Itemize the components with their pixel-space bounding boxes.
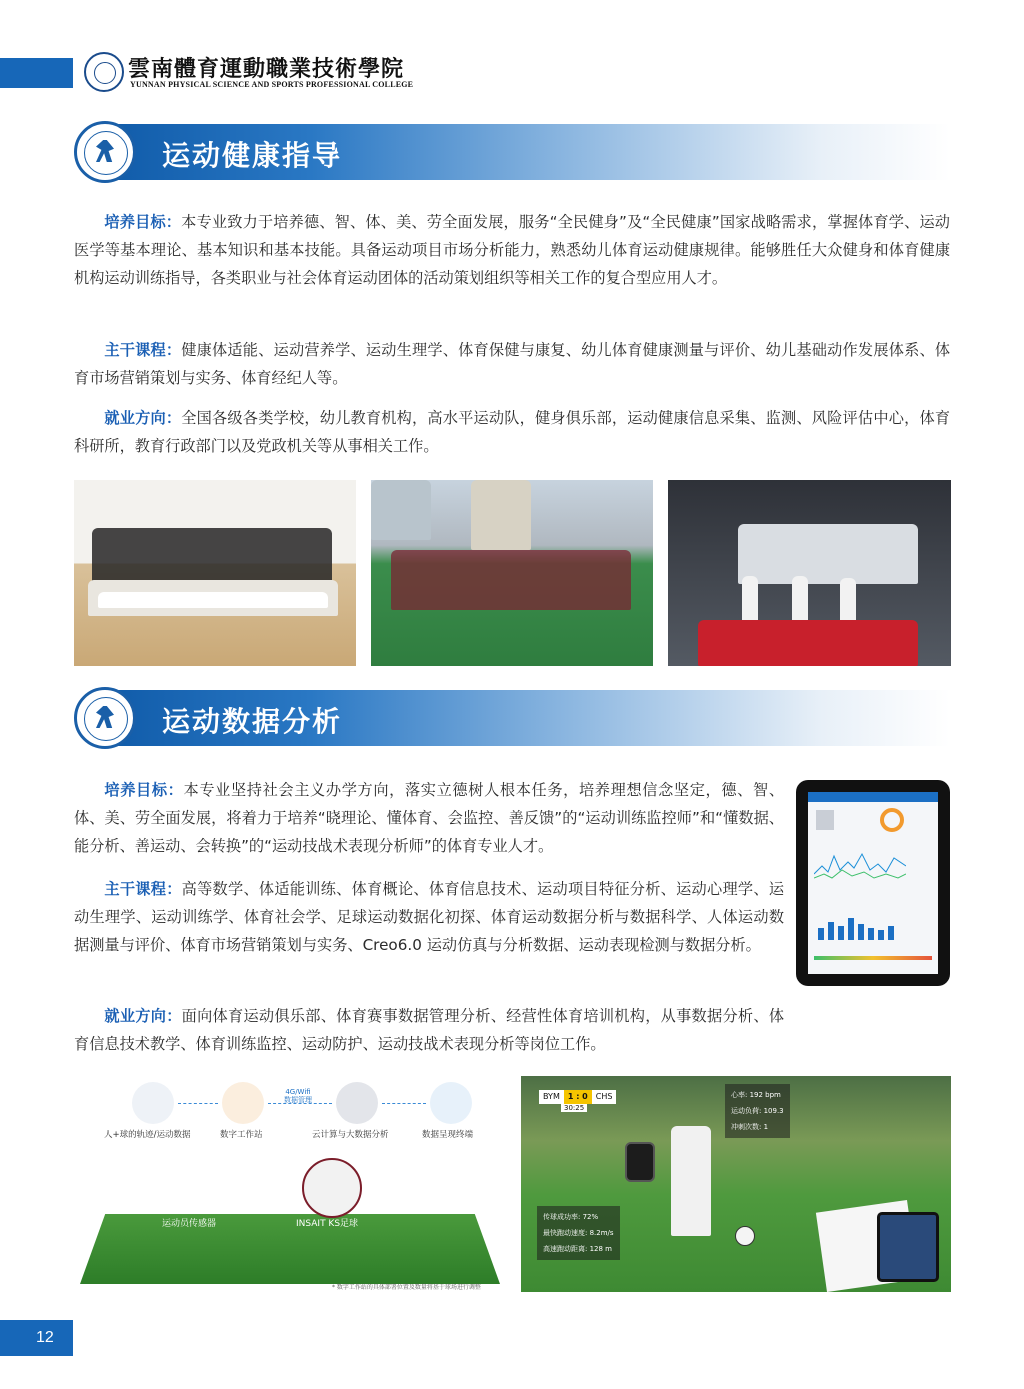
- college-logo-icon: [84, 52, 124, 92]
- section2-jobs: [74, 1002, 784, 1058]
- pass-stat: 传球成功率: 72%: [543, 1213, 599, 1221]
- data-flow-diagram: [74, 1076, 506, 1294]
- ball-sensor-icon: [132, 1082, 174, 1124]
- section1-goal-text: 本专业致力于培养德、智、体、美、劳全面发展，服务“全民健身”及“全民健康”国家战略需求，掌握体育学、运动医学等基本理论、基本知识和基本技能。具备运动项目市场分析能力，熟悉幼儿体育运动健康规律。能够胜任大众健身和体育健康机构运动训练指导，各类职业与社会体育运动团体的活动策划组织等相关工作的复合型应用人才。: [74, 213, 950, 287]
- section1-courses: [74, 336, 950, 392]
- step-label-1: 人+球的轨迹/运动数据: [104, 1130, 191, 1140]
- ball-icon: [735, 1226, 755, 1246]
- section2-goal-label: 培养目标：: [104, 781, 184, 799]
- section1-emblem-icon: [74, 121, 136, 183]
- college-name-en: YUNNAN PHYSICAL SCIENCE AND SPORTS PROFESSIONAL COLLEGE: [130, 80, 414, 89]
- step-label-4: 数据呈现终端: [422, 1130, 474, 1140]
- tablet-line-chart-icon: [814, 844, 906, 884]
- sensor-label: 运动员传感器: [162, 1219, 217, 1229]
- diagram-footnote: * 数字工作站的具体部署位置及数量将基于球场进行调整: [332, 1284, 481, 1291]
- section1-job-label: 就业方向：: [104, 409, 182, 427]
- player-figure: [671, 1126, 711, 1236]
- sensor-device-icon: [625, 1142, 655, 1182]
- football-icon: [302, 1158, 362, 1218]
- header-accent-bar: [0, 58, 73, 88]
- section1-jobs: [74, 404, 950, 460]
- tablet-screen: [808, 792, 938, 974]
- section2-job-label: 就业方向：: [104, 1007, 182, 1025]
- sprint-stat: 冲刺次数: 1: [731, 1123, 769, 1131]
- step-label-2: 数字工作站: [220, 1130, 263, 1140]
- tablet-device-image: [796, 780, 950, 986]
- section2-title: 运动数据分析: [162, 705, 343, 738]
- section1-course-text: 健康体适能、运动营养学、运动生理学、体育保健与康复、幼儿体育健康测量与评价、幼儿基础动作发展体系、体育市场营销策划与实务、体育经纪人等。: [74, 341, 951, 387]
- section2-job-text: 面向体育运动俱乐部、体育赛事数据管理分析、经营性体育培训机构，从事数据分析、体育信息技术教学、体育训练监控、运动防护、运动技战术表现分析等岗位工作。: [74, 1007, 785, 1053]
- display-terminal-icon: [430, 1082, 472, 1124]
- load-stat: 运动负荷: 109.3: [731, 1107, 784, 1115]
- section2-goal: [74, 776, 784, 860]
- match-time: 30:25: [561, 1104, 587, 1112]
- team-home: BYM: [543, 1092, 560, 1101]
- presentation-photo: [668, 480, 951, 666]
- section2-goal-text: 本专业坚持社会主义办学方向，落实立德树人根本任务，培养理想信念坚定，德、智、体、美、劳全面发展，将着力于培养“晓理论、懂体育、会监控、善反馈”的“运动训练监控师”和“懂数据、能分析、善运动、会转换”的“运动技战术表现分析师”的体育专业人才。: [74, 781, 785, 855]
- kids-activity-photo: [371, 480, 653, 666]
- flow-arrow-3: [382, 1103, 426, 1104]
- speed-stat: 最快跑动速度: 8.2m/s: [543, 1229, 614, 1237]
- section1-goal-label: 培养目标：: [104, 213, 182, 231]
- workstation-icon: [222, 1082, 264, 1124]
- page-number: 12: [0, 1320, 73, 1356]
- section2-courses: [74, 875, 784, 959]
- distance-stat: 高速跑动距离: 128 m: [543, 1245, 612, 1253]
- performance-stats-panel: [537, 1206, 620, 1260]
- section2-course-label: 主干课程：: [104, 880, 182, 898]
- group-photo: [74, 480, 356, 666]
- team-away: CHS: [595, 1092, 613, 1101]
- section2-emblem-icon: [74, 687, 136, 749]
- scoreboard: [539, 1090, 616, 1104]
- college-name-cn: 雲南體育運動職業技術學院: [128, 56, 405, 82]
- section1-title: 运动健康指导: [162, 139, 343, 172]
- player-stats-panel: [725, 1084, 790, 1138]
- section2-course-text: 高等数学、体适能训练、体育概论、体育信息技术、运动项目特征分析、运动心理学、运动生理学、运动训练学、体育社会学、足球运动数据化初探、体育运动数据分析与数据科学、人体运动数据测量与评价、体育市场营销策划与实务、Creo6.0 运动仿真与分析数据、运动表现检测与数据分析。: [74, 880, 785, 954]
- section1-course-label: 主干课程：: [104, 341, 182, 359]
- match-analytics-photo: [521, 1076, 951, 1292]
- football-field-illustration: [80, 1214, 500, 1284]
- section1-goal: [74, 208, 950, 292]
- section1-job-text: 全国各级各类学校，幼儿教育机构，高水平运动队，健身俱乐部，运动健康信息采集、监测、风险评估中心，体育科研所，教育行政部门以及党政机关等从事相关工作。: [74, 409, 951, 455]
- network-label: 4G/Wifi 数据管理: [284, 1088, 312, 1104]
- cloud-server-icon: [336, 1082, 378, 1124]
- tablet-icon: [877, 1212, 939, 1282]
- ball-label: INSAIT KS足球: [296, 1219, 359, 1229]
- score: 1 : 0: [564, 1090, 592, 1104]
- flow-arrow-1: [178, 1103, 218, 1104]
- heart-rate-stat: 心率: 192 bpm: [731, 1091, 781, 1099]
- step-label-3: 云计算与大数据分析: [312, 1130, 389, 1140]
- tablet-bar-chart-icon: [814, 904, 906, 940]
